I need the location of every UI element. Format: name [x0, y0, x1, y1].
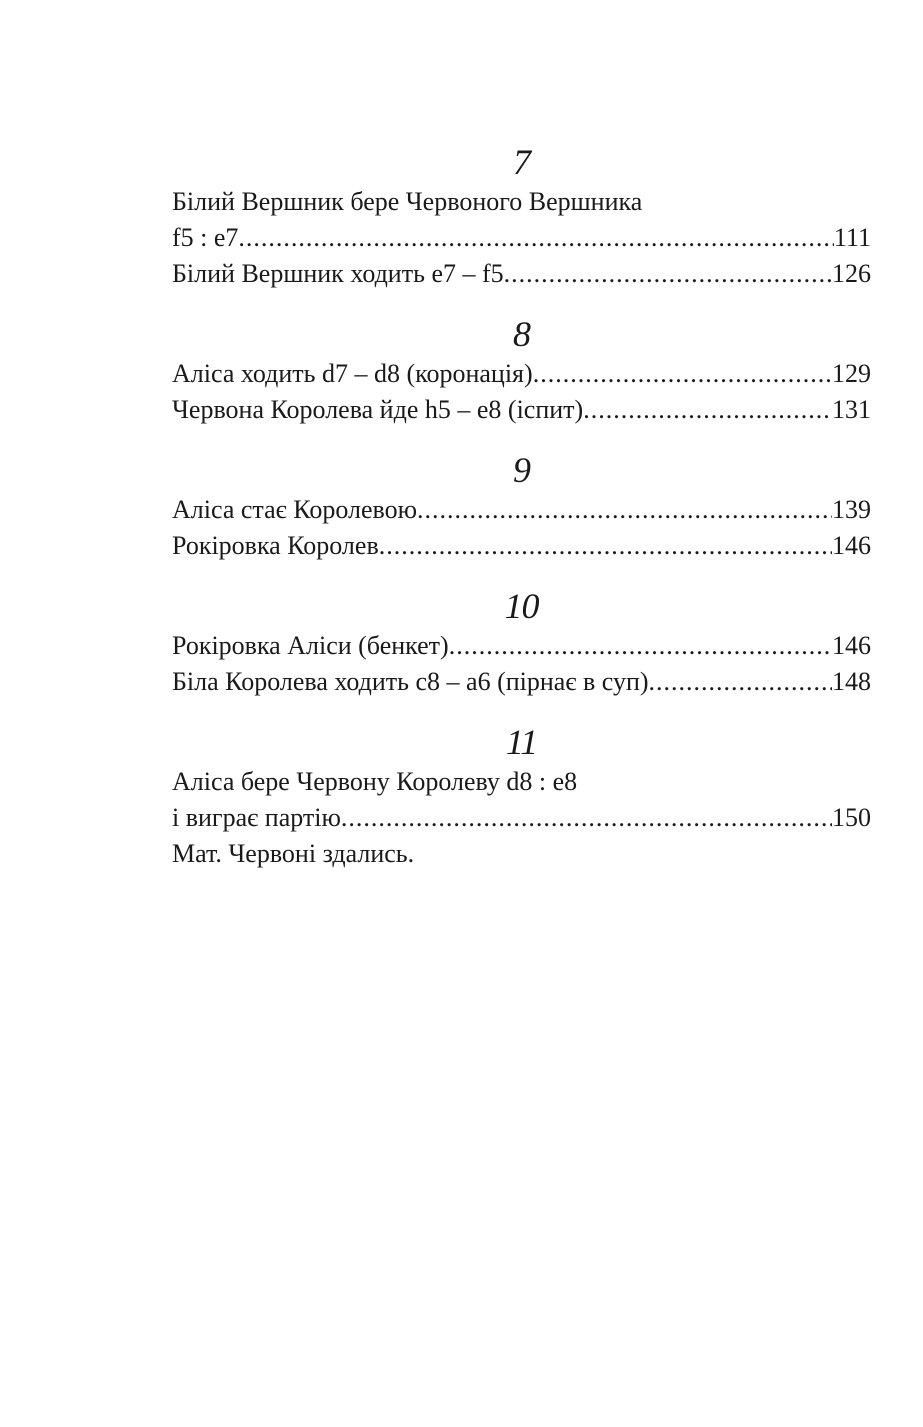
- toc-section-11: [172, 720, 871, 872]
- toc-section-10: [172, 584, 871, 700]
- toc-page-number: 126: [832, 259, 871, 288]
- toc-entry-text: Білий Вершник бере Червоного Вершника: [172, 187, 643, 216]
- toc-entry[interactable]: [172, 356, 871, 392]
- toc-page-number: 146: [832, 631, 871, 660]
- dot-leader: [379, 528, 832, 564]
- toc-entry-text: Аліса стає Королевою: [172, 495, 418, 524]
- toc-entry-text: і виграє партію: [172, 803, 341, 832]
- toc-page-number: 148: [832, 667, 871, 696]
- toc-entry-text: Мат. Червоні здались.: [172, 839, 415, 868]
- dot-leader: [533, 356, 832, 392]
- dot-leader: [449, 628, 832, 664]
- dot-leader: [504, 256, 832, 292]
- toc-entry-text: Аліса бере Червону Королеву d8 : e8: [172, 767, 578, 796]
- dot-leader: [649, 664, 832, 700]
- toc-entry-text: Аліса ходить d7 – d8 (коронація): [172, 359, 533, 388]
- toc-entry[interactable]: [172, 220, 871, 256]
- section-number: 10: [504, 586, 539, 626]
- table-of-contents: [172, 140, 871, 872]
- dot-leader: [341, 800, 832, 836]
- toc-page-number: 150: [832, 803, 871, 832]
- toc-entry[interactable]: [172, 392, 871, 428]
- toc-entry[interactable]: [172, 256, 871, 292]
- toc-entry: [172, 184, 871, 220]
- toc-entry-text: Рокіровка Аліси (бенкет): [172, 631, 449, 660]
- toc-entry[interactable]: [172, 528, 871, 564]
- toc-section-7: [172, 140, 871, 292]
- toc-section-9: [172, 448, 871, 564]
- section-number: 7: [513, 142, 530, 182]
- toc-entry-text: f5 : e7: [172, 223, 239, 252]
- dot-leader: [417, 492, 832, 528]
- toc-page-number: 146: [832, 531, 871, 560]
- toc-entry: [172, 836, 871, 872]
- toc-entry: [172, 764, 871, 800]
- toc-page-number: 131: [832, 395, 871, 424]
- toc-page-number: 111: [833, 223, 871, 252]
- toc-entry[interactable]: [172, 800, 871, 836]
- toc-entry-text: Біла Королева ходить c8 – a6 (пірнає в суп): [172, 667, 649, 696]
- toc-entry-text: Червона Королева йде h5 – e8 (іспит): [172, 395, 584, 424]
- dot-leader: [583, 392, 832, 428]
- section-number: 11: [505, 722, 538, 762]
- toc-entry-text: Рокіровка Королев: [172, 531, 379, 560]
- toc-entry-text: Білий Вершник ходить e7 – f5: [172, 259, 504, 288]
- section-number: 9: [513, 450, 530, 490]
- toc-page-number: 129: [832, 359, 871, 388]
- section-number: 8: [513, 314, 530, 354]
- toc-entry[interactable]: [172, 492, 871, 528]
- toc-section-8: [172, 312, 871, 428]
- toc-entry[interactable]: [172, 664, 871, 700]
- dot-leader: [238, 220, 834, 256]
- toc-page-number: 139: [832, 495, 871, 524]
- toc-entry[interactable]: [172, 628, 871, 664]
